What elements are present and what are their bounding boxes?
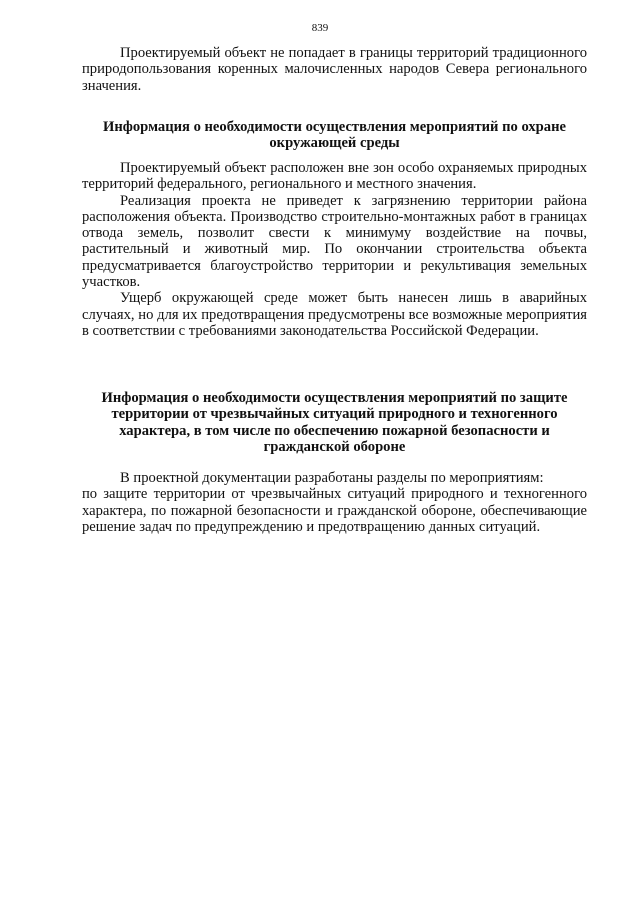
emergency-paragraph: по защите территории от чрезвычайных ситуаций природного и техногенного характера, по пожарной безопасности и гражданской обороне, обеспечивающие решение задач по предупреждению и предотвращению данных ситуаций. bbox=[82, 486, 587, 535]
environment-section-heading: Информация о необходимости осуществления мероприятий по охране окружающей среды bbox=[103, 119, 566, 152]
environment-section-body bbox=[82, 160, 587, 339]
intro-paragraph: Проектируемый объект не попадает в границы территорий традиционного природопользования коренных малочисленных народов Севера регионального значения. bbox=[82, 45, 587, 94]
environment-section-header bbox=[82, 119, 587, 152]
intro-section bbox=[82, 45, 587, 94]
emergency-section-body bbox=[82, 470, 587, 535]
environment-paragraph-1: Проектируемый объект расположен вне зон особо охраняемых природных территорий федерального, регионального и местного значения. bbox=[82, 160, 587, 193]
environment-paragraph-3: Ущерб окружающей среде может быть нанесен лишь в аварийных случаях, но для их предотвращения предусмотрены все возможные мероприятия в соответствии с требованиями законодательства Российской Федерации. bbox=[82, 290, 587, 339]
emergency-lead-line: В проектной документации разработаны разделы по мероприятиям: bbox=[120, 470, 544, 486]
emergency-section-heading: Информация о необходимости осуществления мероприятий по защите территории от чрезвычайных ситуаций природного и техногенного характера, в том числе по обеспечению пожарной безопасности и гражданской обороне bbox=[101, 390, 568, 455]
emergency-section-header bbox=[82, 390, 587, 455]
environment-paragraph-2: Реализация проекта не приведет к загрязнению территории района расположения объекта. Производство строительно-монтажных работ в границах отвода земель, позволит свести к минимуму воздействие на почвы, растительный и животный мир. По окончании строительства объекта предусматривается благоустройство территории и рекультивация земельных участков. bbox=[82, 192, 587, 291]
page-number: 839 bbox=[311, 22, 329, 34]
